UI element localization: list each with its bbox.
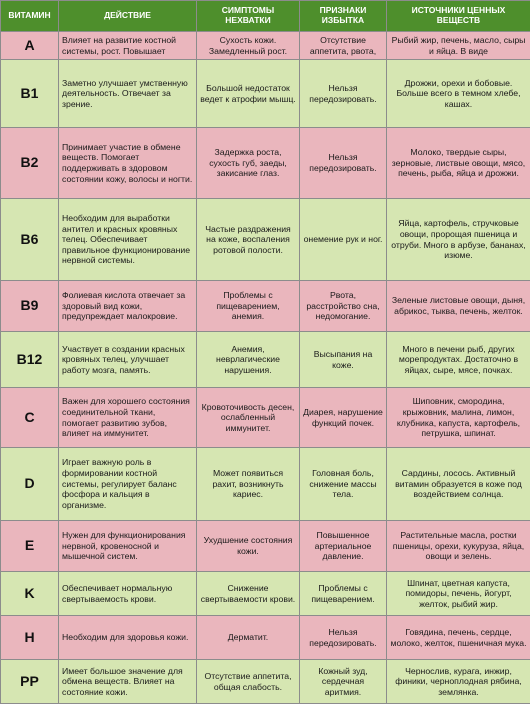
vitamin-action: Заметно улучшает умственную деятельность. Отвечает за зрение. (59, 60, 197, 128)
table-body (1, 32, 530, 704)
vitamin-sources: Много в печени рыб, других морепродуктах. Достаточно в яйцах, сыре, мясе, почках. (387, 332, 530, 388)
excess-signs: Рвота, расстройство сна, недомогание. (300, 281, 387, 332)
lack-symptoms: Сухость кожи. Замедленный рост. (197, 32, 300, 60)
excess-signs: Нельзя передозировать. (300, 60, 387, 128)
table-row (1, 448, 530, 521)
header-excess-signs: ПРИЗНАКИ ИЗБЫТКА (300, 1, 387, 32)
excess-signs: Высыпания на коже. (300, 332, 387, 388)
lack-symptoms: Кровоточивость десен, ослабленный иммунитет. (197, 388, 300, 448)
vitamin-action: Важен для хорошего состояния соединительной ткани, помогает развитию зубов, влияет на иммунитет. (59, 388, 197, 448)
vitamin-action: Участвует в создании красных кровяных телец, улучшает работу мозга, память. (59, 332, 197, 388)
vitamin-name: B1 (1, 60, 59, 128)
vitamin-sources: Шпинат, цветная капуста, помидоры, печень, йогурт, желток, рыбий жир. (387, 572, 530, 616)
table-row (1, 281, 530, 332)
lack-symptoms: Дерматит. (197, 616, 300, 660)
table-row (1, 521, 530, 572)
vitamin-action: Обеспечивает нормальную свертываемость крови. (59, 572, 197, 616)
lack-symptoms: Частые раздражения на коже, воспаления ротовой полости. (197, 199, 300, 281)
vitamin-name: K (1, 572, 59, 616)
vitamin-action: Влияет на развитие костной системы, рост. Повышает (59, 32, 197, 60)
vitamin-action: Необходим для здоровья кожи. (59, 616, 197, 660)
table-row (1, 572, 530, 616)
lack-symptoms: Может появиться рахит, возникнуть кариес. (197, 448, 300, 521)
vitamin-name: E (1, 521, 59, 572)
table-row (1, 60, 530, 128)
excess-signs: Кожный зуд, сердечная аритмия. (300, 660, 387, 704)
excess-signs: Нельзя передозировать. (300, 128, 387, 199)
vitamin-name: H (1, 616, 59, 660)
vitamin-sources: Растительные масла, ростки пшеницы, орехи, кукуруза, яйца, овощи и зелень. (387, 521, 530, 572)
vitamin-sources: Сардины, лосось. Активный витамин образуется в коже под воздействием солнца. (387, 448, 530, 521)
table-row (1, 660, 530, 704)
vitamin-action: Нужен для функционирования нервной, кровеносной и мышечной систем. (59, 521, 197, 572)
header-lack-symptoms: СИМПТОМЫ НЕХВАТКИ (197, 1, 300, 32)
vitamin-name: C (1, 388, 59, 448)
vitamin-name: B6 (1, 199, 59, 281)
header-action: ДЕЙСТВИЕ (59, 1, 197, 32)
excess-signs: Повышенное артериальное давление. (300, 521, 387, 572)
table-header (1, 1, 530, 32)
vitamin-name: B12 (1, 332, 59, 388)
vitamin-action: Фолиевая кислота отвечает за здоровый вид кожи, предупреждает малокровие. (59, 281, 197, 332)
vitamin-name: A (1, 32, 59, 60)
vitamin-action: Имеет большое значение для обмена веществ. Влияет на состояние кожи. (59, 660, 197, 704)
table-row (1, 128, 530, 199)
vitamin-name: D (1, 448, 59, 521)
vitamin-sources: Дрожжи, орехи и бобовые. Больше всего в темном хлебе, кашах. (387, 60, 530, 128)
vitamin-action: Играет важную роль в формировании костной системы, регулирует баланс фосфора и кальция в организме. (59, 448, 197, 521)
vitamin-sources: Рыбий жир, печень, масло, сыры и яйца. В виде (387, 32, 530, 60)
vitamin-name: B2 (1, 128, 59, 199)
vitamin-sources: Яйца, картофель, стручковые овощи, пророщая пшеница и отруби. Много в арбузе, бананах, изюме. (387, 199, 530, 281)
excess-signs: Головная боль, снижение массы тела. (300, 448, 387, 521)
lack-symptoms: Ухудшение состояния кожи. (197, 521, 300, 572)
table-row (1, 32, 530, 60)
excess-signs: Диарея, нарушение функций почек. (300, 388, 387, 448)
vitamin-sources: Шиповник, смородина, крыжовник, малина, лимон, клубника, капуста, картофель, петрушка, шпинат. (387, 388, 530, 448)
vitamin-sources: Чернослив, курага, инжир, финики, черноплодная рябина, землянка. (387, 660, 530, 704)
header-sources: ИСТОЧНИКИ ЦЕННЫХ ВЕЩЕСТВ (387, 1, 530, 32)
excess-signs: онемение рук и ног. (300, 199, 387, 281)
lack-symptoms: Большой недостаток ведет к атрофии мышц. (197, 60, 300, 128)
lack-symptoms: Проблемы с пищеварением, анемия. (197, 281, 300, 332)
excess-signs: Нельзя передозировать. (300, 616, 387, 660)
excess-signs: Отсутствие аппетита, рвота, (300, 32, 387, 60)
lack-symptoms: Отсутствие аппетита, общая слабость. (197, 660, 300, 704)
vitamin-name: PP (1, 660, 59, 704)
header-row (1, 1, 530, 32)
excess-signs: Проблемы с пищеварением. (300, 572, 387, 616)
vitamin-sources: Молоко, твердые сыры, зерновые, листвые овощи, мясо, печень, рыба, яйца и дрожжи. (387, 128, 530, 199)
vitamin-action: Необходим для выработки антител и красных кровяных телец. Обеспечивает правильное функционирование нервной системы. (59, 199, 197, 281)
lack-symptoms: Задержка роста, сухость губ, заеды, закисание глаз. (197, 128, 300, 199)
lack-symptoms: Анемия, неврлагические нарушения. (197, 332, 300, 388)
vitamin-name: B9 (1, 281, 59, 332)
lack-symptoms: Снижение свертываемости крови. (197, 572, 300, 616)
vitamin-sources: Говядина, печень, сердце, молоко, желток, пшеничная мука. (387, 616, 530, 660)
table-row (1, 616, 530, 660)
vitamin-action: Принимает участие в обмене веществ. Помогает поддерживать в здоровом состоянии кожу, волосы и ногти. (59, 128, 197, 199)
vitamin-sources: Зеленые листовые овощи, дыня, абрикос, тыква, печень, желток. (387, 281, 530, 332)
table-row (1, 199, 530, 281)
table-row (1, 388, 530, 448)
header-vitamin: ВИТАМИН (1, 1, 59, 32)
table-row (1, 332, 530, 388)
